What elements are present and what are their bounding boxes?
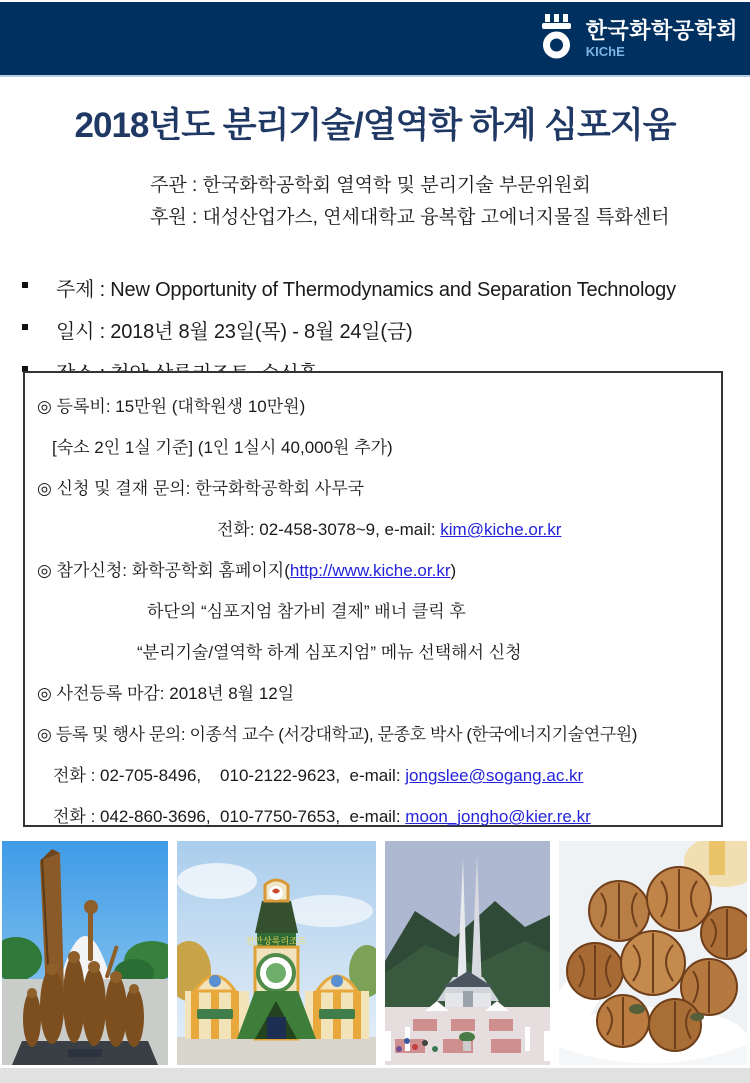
header-band — [0, 2, 750, 77]
svg-text:천안상록리조트: 천안상록리조트 — [245, 936, 307, 946]
contact1-phone-text: 전화 : 02-705-8496, 010-2122-9623, e-mail: — [53, 766, 406, 785]
contact2-phone-text: 전화 : 042-860-3696, 010-7750-7653, e-mail: — [53, 807, 406, 826]
kiche-crown-ring-icon — [537, 13, 577, 66]
registration-fee-line: ◎ 등록비: 15만원 (대학원생 10만원) — [37, 397, 306, 416]
host-line: 주관 : 한국화학공학회 열역학 및 분리기술 부문위원회 — [150, 175, 591, 196]
sponsor-line: 후원 : 대성산업가스, 연세대학교 융복합 고에너지물질 특화센터 — [150, 207, 670, 228]
list-item — [22, 273, 742, 302]
accommodation-line: [숙소 2인 1실 기준] (1인 1실시 40,000원 추가) — [52, 438, 393, 457]
photo-strip — [2, 841, 747, 1065]
apply-prefix-text: ◎ 참가신청: 화학공학회 홈페이지( — [37, 561, 290, 580]
deadline-line: ◎ 사전등록 마감: 2018년 8월 12일 — [37, 684, 295, 703]
organizers-block — [150, 170, 669, 234]
contact1-email-link[interactable]: jongslee@sogang.ac.kr — [405, 766, 584, 785]
square-bullet-icon — [22, 282, 28, 288]
square-bullet-icon — [22, 324, 28, 330]
topic-line: 주제 : New Opportunity of Thermodynamics and Separation Technology — [56, 279, 676, 301]
payment-contact-line: ◎ 신청 및 결재 문의: 한국화학공학회 사무국 — [37, 479, 365, 498]
footer-strip — [0, 1068, 750, 1083]
resort-entrance-gate-photo — [177, 841, 376, 1065]
contact1-line — [37, 766, 709, 786]
payment-phone-line — [37, 520, 709, 540]
registration-info-box — [23, 371, 723, 827]
kiche-logo — [537, 11, 738, 66]
twin-spires-monument-photo — [385, 841, 550, 1065]
kiche-website-link[interactable]: http://www.kiche.or.kr — [289, 561, 451, 580]
apply-suffix-text: ) — [450, 561, 457, 580]
walnuts-bowl-photo — [559, 841, 747, 1065]
contact2-line — [37, 807, 709, 827]
apply-step2-line: “분리기술/열역학 하계 심포지엄” 메뉴 선택해서 신청 — [137, 643, 522, 662]
apply-step1-line: 하단의 “심포지엄 참가비 결제” 배너 클릭 후 — [147, 602, 466, 621]
bronze-statues-photo — [2, 841, 168, 1065]
page-title: 2018년도 분리기술/열역학 하계 심포지움 — [74, 106, 676, 145]
contact2-email-link[interactable]: moon_jongho@kier.re.kr — [405, 807, 591, 826]
org-name: 한국화학공학회 — [585, 17, 738, 43]
logo-text — [585, 17, 738, 59]
payment-email-link[interactable]: kim@kiche.or.kr — [440, 520, 562, 539]
payment-phone-text: 전화: 02-458-3078~9, e-mail: — [217, 520, 441, 539]
apply-line — [37, 561, 709, 581]
event-contact-line: ◎ 등록 및 행사 문의: 이종석 교수 (서강대학교), 문종호 박사 (한국에너지기술연구원) — [37, 725, 638, 744]
date-line: 일시 : 2018년 8월 23일(목) - 8월 24일(금) — [56, 321, 413, 343]
org-abbreviation: KIChE — [585, 43, 625, 59]
list-item — [22, 315, 742, 344]
